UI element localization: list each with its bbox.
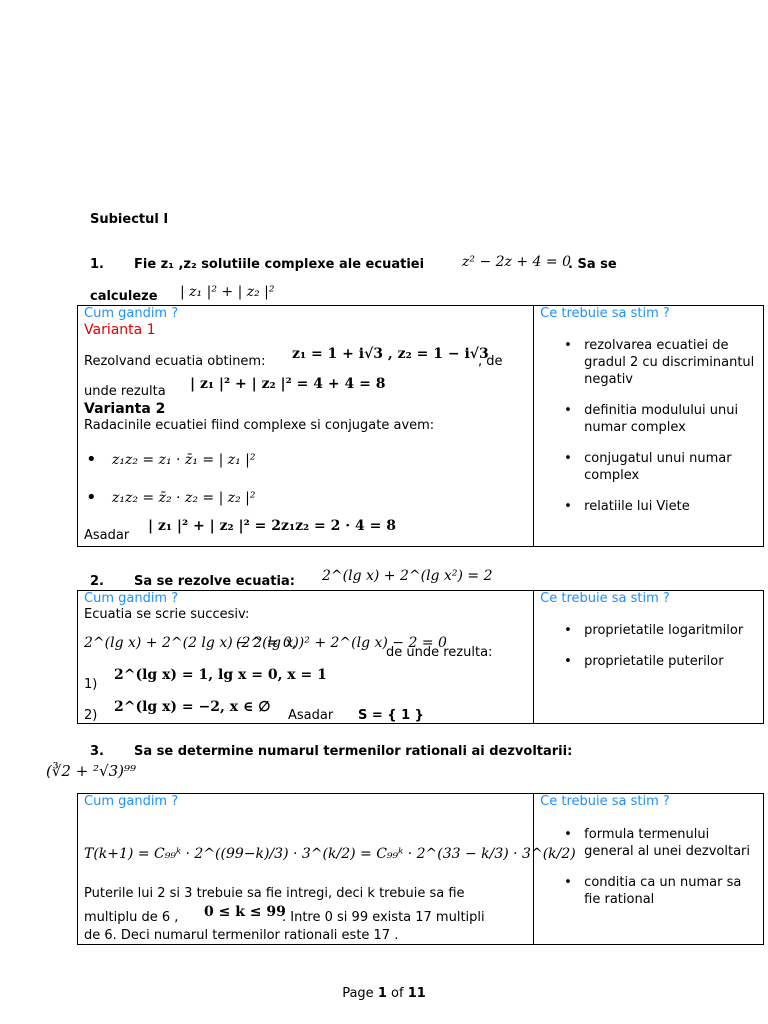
ex1-solve-text: Rezolvand ecuatia obtinem: [84,354,266,369]
ex1-variant1-label: Varianta 1 [84,322,156,338]
ex1-right-cell [534,306,764,547]
ex3-left-cell [78,794,576,945]
ex3-text1: Puterile lui 2 si 3 trebuie sa fie intregi, deci k trebuie sa fie [84,886,465,901]
ex2-line1: Ecuatia se scrie succesiv: [84,607,250,622]
page-footer [0,986,768,1001]
ex1-bullet1: z₁z₂ = z₁ · z̄₁ = | z₁ |² [112,452,256,468]
ex1-conjugate-text: Radacinile ecuatiei fiind complexe si conjugate avem: [84,418,435,433]
ex1-know-item: • rezolvarea ecuatiei de gradul 2 cu discriminantul negativ [534,337,757,388]
ex3-box [77,793,764,945]
ex1-calc-expression: | z₁ |² + | z₂ |² [180,284,275,300]
ex2-left-cell [78,591,534,724]
ex1-final-expression: | z₁ |² + | z₂ |² = 2z₁z₂ = 2 · 4 = 8 [148,518,396,534]
ex1-roots: z₁ = 1 + i√3 , z₂ = 1 − i√3 [292,346,489,362]
ex2-case2: 2^(lg x) = −2, x ∈ ∅ [114,699,271,715]
ex2-equation: 2^(lg x) + 2^(lg x²) = 2 [322,568,493,584]
ex3-expression: (∛2 + ²√3)⁹⁹ [46,762,137,780]
ex2-knowledge-list [534,622,763,670]
ex2-case1-label: 1) [84,677,98,692]
ex1-equation: z² − 2z + 4 = 0 [462,254,571,270]
ex3-left-header: Cum gandim ? [84,794,179,809]
ex1-result-text: unde rezulta [84,384,166,399]
footer-total-pages: 11 [407,986,426,1001]
ex1-box [77,305,764,547]
section-heading: Subiectul I [90,212,169,227]
ex3-know-item: • conditia ca un numar sa fie rational [534,874,757,908]
ex3-number: 3. [90,744,104,759]
ex2-know-item: • proprietatile puterilor [534,653,757,670]
ex1-calc-label: calculeze [90,289,158,304]
ex1-bullet2-dot: • [86,487,97,508]
ex3-statement: Sa se determine numarul termenilor rationali ai dezvoltarii: [134,744,573,759]
ex2-right-header: Ce trebuie sa stim ? [540,591,670,606]
ex1-right-header: Ce trebuie sa stim ? [540,306,670,321]
ex2-case2-label: 2) [84,708,98,723]
ex2-equation-a: 2^(lg x) + 2^(2 lg x) − 2 = 0, [84,635,297,651]
ex1-know-item: • definitia modulului unui numar complex [534,402,757,436]
ex1-variant2-label: Varianta 2 [84,401,166,417]
ex2-equation-b: (2^(lg x))² + 2^(lg x) − 2 = 0 [236,635,447,651]
ex1-left-header: Cum gandim ? [84,306,179,321]
ex3-right-cell [534,794,764,945]
ex1-know-item: • relatiile lui Viete [534,498,757,515]
ex2-know-item: • proprietatile logaritmilor [534,622,757,639]
ex3-range: 0 ≤ k ≤ 99 [204,904,286,920]
ex1-statement-tail: . Sa se [568,257,617,272]
ex1-know-item: • conjugatul unui numar complex [534,450,757,484]
ex2-de-unde: de unde rezulta: [386,645,493,660]
ex2-number: 2. [90,574,104,589]
ex2-statement: Sa se rezolve ecuatia: [134,574,295,589]
ex2-box [77,590,764,724]
ex3-know-item: • formula termenului general al unei dezvoltari [534,826,757,860]
ex2-left-header: Cum gandim ? [84,591,179,606]
ex1-knowledge-list [534,337,763,515]
ex3-formula: T(k+1) = C₉₉ᵏ · 2^((99−k)/3) · 3^(k/2) = C₉₉ᵏ · 2^(33 − k/3) · 3^(k/2) [84,846,576,862]
ex3-text3: de 6. Deci numarul termenilor rationali este 17 . [84,928,399,943]
ex1-result-expression: | z₁ |² + | z₂ |² = 4 + 4 = 8 [190,376,386,392]
ex2-case1: 2^(lg x) = 1, lg x = 0, x = 1 [114,667,327,683]
ex1-bullet2: z₁z₂ = z̄₂ · z₂ = | z₂ |² [112,490,256,506]
ex3-text2b: . Intre 0 si 99 exista 17 multipli [282,910,485,925]
ex2-right-cell [534,591,764,724]
ex3-knowledge-list [534,826,763,908]
ex3-right-header: Ce trebuie sa stim ? [540,794,670,809]
ex1-statement: Fie z₁ ,z₂ solutiile complexe ale ecuatiei [134,257,425,272]
ex1-de: , de [478,354,503,369]
footer-current-page: 1 [377,986,387,1001]
footer-of-word: of [391,986,404,1001]
ex2-solution: S = { 1 } [358,708,424,723]
ex3-text2a: multiplu de 6 , [84,910,179,925]
ex1-asadar: Asadar [84,528,130,543]
ex1-number: 1. [90,257,104,272]
footer-page-word: Page [342,986,374,1001]
ex2-asadar: Asadar [288,708,334,723]
ex1-left-cell [78,306,534,547]
ex1-bullet1-dot: • [86,449,97,470]
